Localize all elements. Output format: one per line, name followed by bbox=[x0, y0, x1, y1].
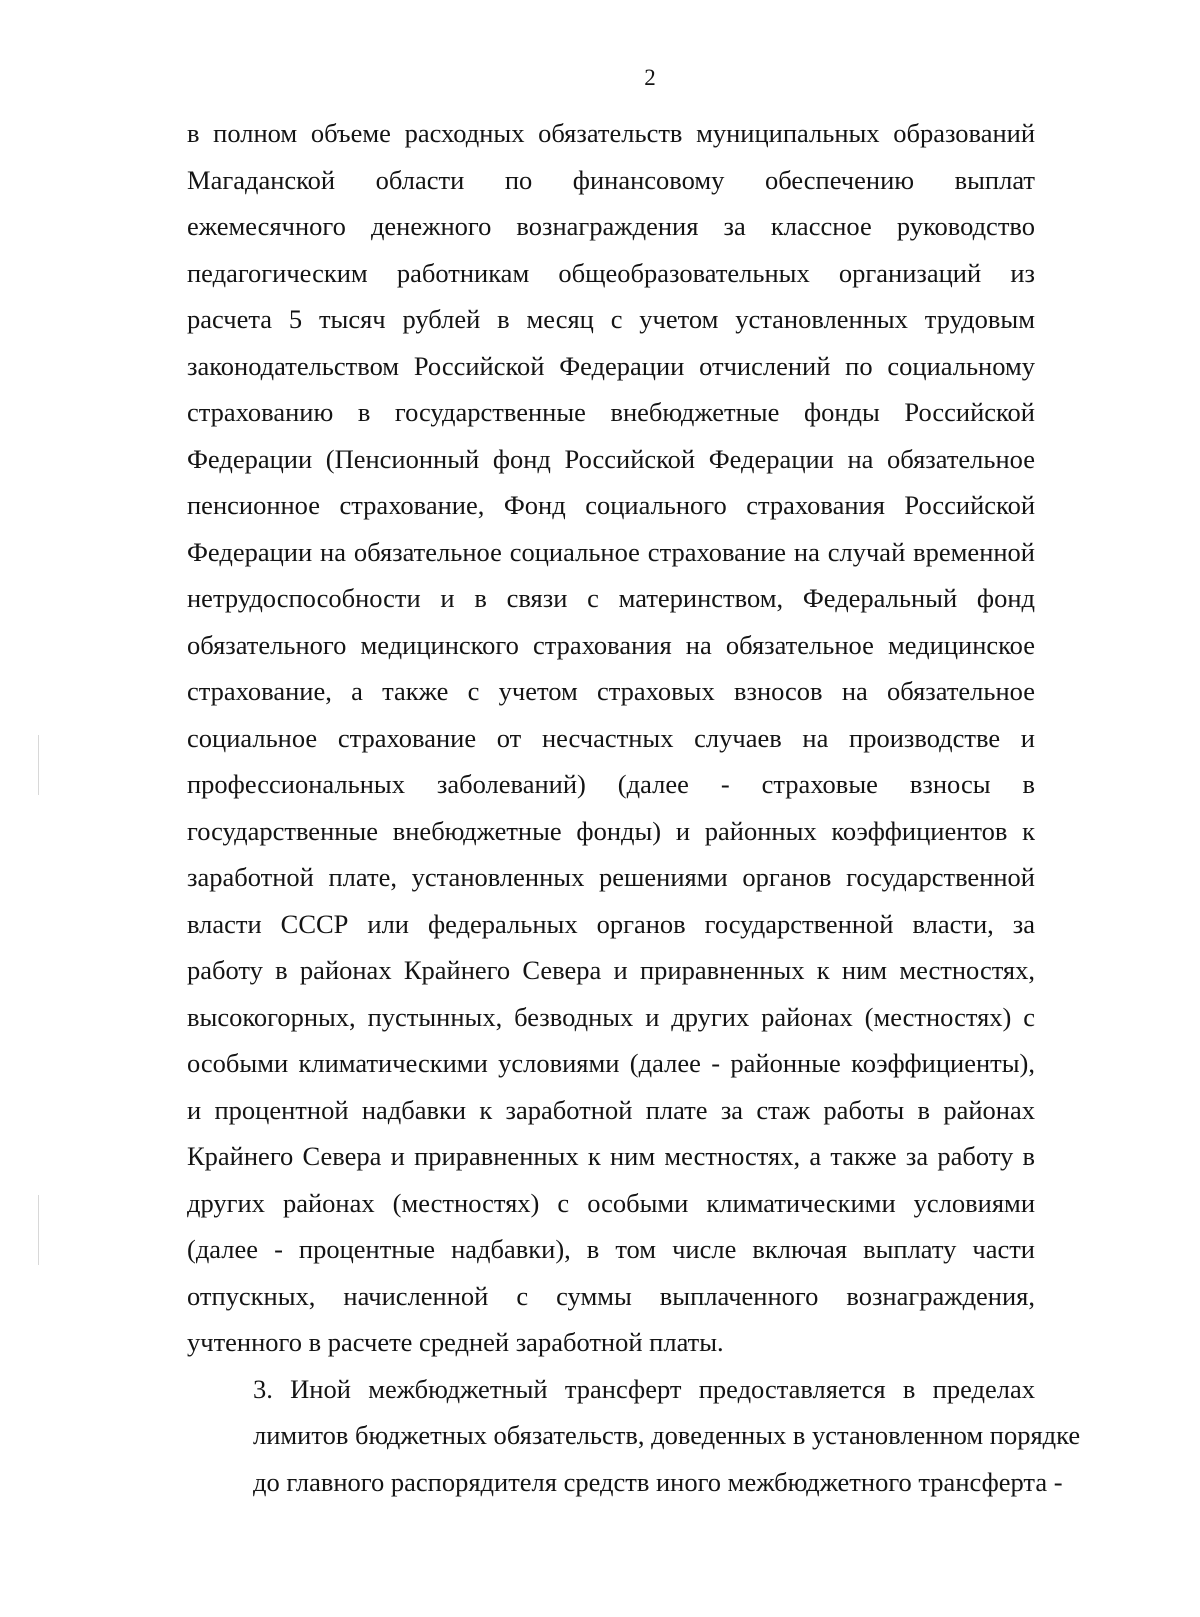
text-line: законодательством Российской Федерации отчислений по социальному bbox=[187, 350, 1035, 381]
text-line: педагогическим работникам общеобразовательных организаций из bbox=[187, 257, 1035, 288]
text-line: пенсионное страхование, Фонд социального страхования Российской bbox=[187, 490, 1035, 520]
text-line: отпускных, начисленной с суммы выплаченного вознаграждения, bbox=[187, 1280, 1035, 1311]
document-body bbox=[187, 110, 1081, 1505]
text-line: работу в районах Крайнего Севера и приравненных к ним местностях, bbox=[187, 955, 1035, 985]
text-line: государственные внебюджетные фонды) и районных коэффициентов к bbox=[187, 815, 1035, 846]
text-line: лимитов бюджетных обязательств, доведенных в установленном порядке bbox=[253, 1420, 1081, 1450]
text-line: других районах (местностях) с особыми климатическими условиями bbox=[187, 1187, 1035, 1218]
text-line: особыми климатическими условиями (далее - районные коэффициенты), bbox=[187, 1048, 1035, 1078]
text-line: ежемесячного денежного вознаграждения за классное руководство bbox=[187, 211, 1035, 241]
text-line: расчета 5 тысяч рублей в месяц с учетом установленных трудовым bbox=[187, 304, 1035, 334]
text-line: социальное страхование от несчастных случаев на производстве и bbox=[187, 722, 1035, 753]
text-line: Федерации (Пенсионный фонд Российской Федерации на обязательное bbox=[187, 443, 1035, 474]
text-line: и процентной надбавки к заработной плате за стаж работы в районах bbox=[187, 1094, 1035, 1125]
text-line: учтенного в расчете средней заработной платы. bbox=[187, 1327, 724, 1357]
text-line: обязательного медицинского страхования на обязательное медицинское bbox=[187, 629, 1035, 660]
paragraph-item-3 bbox=[187, 1366, 1081, 1506]
text-line: до главного распорядителя средств иного межбюджетного трансферта - bbox=[253, 1466, 1063, 1497]
text-line: страхование, а также с учетом страховых взносов на обязательное bbox=[187, 676, 1035, 706]
text-line: высокогорных, пустынных, безводных и других районах (местностях) с bbox=[187, 1001, 1035, 1032]
scan-artifact-line bbox=[38, 1195, 39, 1265]
text-line: Магаданской области по финансовому обеспечению выплат bbox=[187, 164, 1035, 195]
text-line: нетрудоспособности и в связи с материнством, Федеральный фонд bbox=[187, 583, 1035, 613]
text-line: заработной плате, установленных решениями органов государственной bbox=[187, 862, 1035, 892]
text-line: власти СССР или федеральных органов государственной власти, за bbox=[187, 908, 1035, 939]
text-line: Федерации на обязательное социальное страхование на случай временной bbox=[187, 536, 1035, 567]
scan-artifact-line bbox=[38, 735, 39, 795]
text-line: страхованию в государственные внебюджетные фонды Российской bbox=[187, 397, 1035, 427]
text-line: профессиональных заболеваний) (далее - страховые взносы в bbox=[187, 769, 1035, 799]
text-line: Крайнего Севера и приравненных к ним местностях, а также за работу в bbox=[187, 1141, 1035, 1171]
paragraph-continuation bbox=[187, 110, 1035, 1366]
page-number: 2 bbox=[644, 65, 656, 90]
text-line: (далее - процентные надбавки), в том числе включая выплату части bbox=[187, 1234, 1035, 1264]
text-line: в полном объеме расходных обязательств муниципальных образований bbox=[187, 118, 1035, 148]
text-line: 3. Иной межбюджетный трансферт предоставляется в пределах bbox=[253, 1373, 1035, 1404]
